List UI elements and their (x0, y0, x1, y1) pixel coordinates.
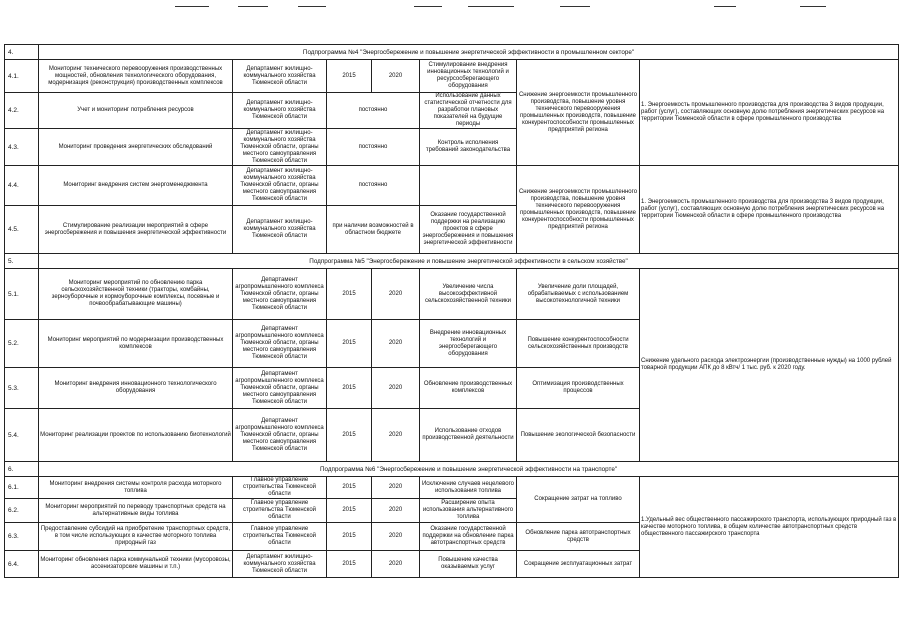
table-row (5, 477, 899, 499)
expected-result: Снижение энергоемкости промышленного производства, повышение уровня технического перевооружения промышленных производств, повышение конкурентоспособности промышленных предприятий региона (517, 60, 640, 166)
section-title: Подпрограмма №5 "Энергосбережение и повышение энергетической эффективности в сельском хозяйстве" (39, 254, 899, 269)
table-row (5, 166, 899, 206)
executor: Главное управление строительства Тюменской области (233, 477, 327, 499)
row-number: 4.2. (5, 93, 39, 129)
row-number: 5.1. (5, 269, 39, 320)
top-rule (560, 6, 590, 7)
activity-name: Стимулирование реализации мероприятий в сфере энергосбережения и повышения энергетической эффективности (39, 206, 233, 254)
executor: Департамент жилищно-коммунального хозяйства Тюменской области, органы местного самоуправления Тюменской области (233, 129, 327, 166)
section-number: 4. (5, 45, 39, 60)
row-number: 4.1. (5, 60, 39, 93)
table-row (5, 269, 899, 320)
expected-result: Обновление парка автотранспортных средств (517, 523, 640, 551)
period: постоянно (327, 166, 420, 206)
start-year: 2015 (327, 409, 372, 462)
executor: Главное управление строительства Тюменской области (233, 523, 327, 551)
end-year: 2020 (372, 60, 420, 93)
measure: Использование данных статистической отчетности для разработки плановых показателей на будущие периоды (420, 93, 517, 129)
expected-result: Снижение энергоемкости промышленного производства, повышение уровня технического перевооружения промышленных производств, повышение конкурентоспособности промышленных предприятий региона (517, 166, 640, 254)
target-indicator: Снижение удельного расхода электроэнергии (производственные нужды) на 1000 рублей товарной продукции АПК до 8 кВтч/ 1 тыс. руб. к 2020 году. (640, 269, 899, 462)
row-number: 4.3. (5, 129, 39, 166)
measure: Стимулирование внедрения инновационных технологий и ресурсосберегающего оборудования (420, 60, 517, 93)
top-rule (468, 6, 514, 7)
expected-result: Повышение экологической безопасности (517, 409, 640, 462)
expected-result: Оптимизация производственных процессов (517, 368, 640, 409)
top-rule (714, 6, 736, 7)
row-number: 5.3. (5, 368, 39, 409)
top-rule (238, 6, 268, 7)
target-indicator: 1. Энергоемкость промышленного производства для производства 3 видов продукции, работ (услуг), составляющих основную долю потребления энергетических ресурсов на территории Тюменской области в сфере промышленного производства (640, 60, 899, 166)
top-rule (414, 6, 442, 7)
measure: Обновление производственных комплексов (420, 368, 517, 409)
row-number: 4.4. (5, 166, 39, 206)
activity-name: Мониторинг реализации проектов по использованию биотехнологий (39, 409, 233, 462)
end-year: 2020 (372, 368, 420, 409)
top-rule (800, 6, 826, 7)
start-year: 2015 (327, 368, 372, 409)
activity-name: Предоставление субсидий на приобретение транспортных средств, в том числе использующих в качестве моторного топлива природный газ (39, 523, 233, 551)
target-indicator: 1. Энергоемкость промышленного производства для производства 3 видов продукции, работ (услуг), составляющих основную долю потребления энергетических ресурсов на территории Тюменской области в сфере промышленного производства (640, 166, 899, 254)
activity-name: Мониторинг обновления парка коммунальной техники (мусоровозы, ассенизаторские машины и т.п.) (39, 551, 233, 578)
measure: Оказание государственной поддержки на обновление парка автотранспортных средств (420, 523, 517, 551)
section-number: 6. (5, 462, 39, 477)
expected-result: Сокращение затрат на топливо (517, 477, 640, 523)
end-year: 2020 (372, 499, 420, 523)
expected-result: Повышение конкурентоспособности сельскохозяйственных производств (517, 320, 640, 368)
measure: Расширение опыта использования альтернативного топлива (420, 499, 517, 523)
measure: Повышение качества оказываемых услуг (420, 551, 517, 578)
activity-name: Мониторинг мероприятий по модернизации производственных комплексов (39, 320, 233, 368)
end-year: 2020 (372, 269, 420, 320)
period: при наличии возможностей в областном бюджете (327, 206, 420, 254)
row-number: 6.4. (5, 551, 39, 578)
row-number: 6.1. (5, 477, 39, 499)
measure: Увеличение числа высокоэффективной сельскохозяйственной техники (420, 269, 517, 320)
row-number: 6.2. (5, 499, 39, 523)
measure: Использование отходов производственной деятельности (420, 409, 517, 462)
end-year: 2020 (372, 477, 420, 499)
row-number: 4.5. (5, 206, 39, 254)
row-number: 5.4. (5, 409, 39, 462)
start-year: 2015 (327, 523, 372, 551)
start-year: 2015 (327, 269, 372, 320)
executor: Департамент жилищно-коммунального хозяйства Тюменской области (233, 206, 327, 254)
activity-name: Мониторинг внедрения системы контроля расхода моторного топлива (39, 477, 233, 499)
executor: Департамент агропромышленного комплекса Тюменской области, органы местного самоуправления Тюменской области (233, 269, 327, 320)
measure: Внедрение инновационных технологий и энергосберегающего оборудования (420, 320, 517, 368)
section-title: Подпрограмма №6 "Энергосбережение и повышение энергетической эффективности на транспорте" (39, 462, 899, 477)
period: постоянно (327, 93, 420, 129)
activity-name: Учет и мониторинг потребления ресурсов (39, 93, 233, 129)
activity-name: Мониторинг технического перевооружения производственных мощностей, обновления технологического оборудования, модернизация (реконструкция) производственных комплексов (39, 60, 233, 93)
executor: Департамент жилищно-коммунального хозяйства Тюменской области (233, 60, 327, 93)
measure: Контроль исполнения требований законодательства (420, 129, 517, 166)
executor: Департамент агропромышленного комплекса Тюменской области, органы местного самоуправления Тюменской области (233, 320, 327, 368)
start-year: 2015 (327, 60, 372, 93)
end-year: 2020 (372, 523, 420, 551)
executor: Департамент агропромышленного комплекса Тюменской области, органы местного самоуправления Тюменской области (233, 409, 327, 462)
section-title: Подпрограмма №4 "Энергосбережение и повышение энергетической эффективности в промышленном секторе" (39, 45, 899, 60)
end-year: 2020 (372, 551, 420, 578)
section-number: 5. (5, 254, 39, 269)
program-table (4, 44, 899, 578)
section-header (5, 462, 899, 477)
activity-name: Мониторинг мероприятий по обновлению парка сельскохозяйственной техники (тракторы, комбайны, зерноуборочные и кормоуборочные комплексы, посевные и почвообрабатывающие машины) (39, 269, 233, 320)
row-number: 6.3. (5, 523, 39, 551)
top-rule (298, 6, 326, 7)
period: постоянно (327, 129, 420, 166)
section-header (5, 254, 899, 269)
end-year: 2020 (372, 409, 420, 462)
executor: Департамент жилищно-коммунального хозяйства Тюменской области (233, 93, 327, 129)
target-indicator: 1.Удельный вес общественного пассажирского транспорта, использующих природный газ в качестве моторного топлива, в общем количестве автотранспортных средств общественного пассажирского транспорта (640, 477, 899, 578)
activity-name: Мониторинг мероприятий по переводу транспортных средств на альтернативные виды топлива (39, 499, 233, 523)
expected-result: Увеличение доли площадей, обрабатываемых с использованием высокотехнологичной техники (517, 269, 640, 320)
activity-name: Мониторинг проведения энергетических обследований (39, 129, 233, 166)
executor: Главное управление строительства Тюменской области (233, 499, 327, 523)
start-year: 2015 (327, 320, 372, 368)
measure: Исключение случаев нецелевого использования топлива (420, 477, 517, 499)
end-year: 2020 (372, 320, 420, 368)
start-year: 2015 (327, 499, 372, 523)
measure: Оказание государственной поддержки на реализацию проектов в сфере энергосбережения и повышения энергетической эффективности (420, 206, 517, 254)
table-row (5, 60, 899, 93)
activity-name: Мониторинг внедрения инновационного технологического оборудования (39, 368, 233, 409)
start-year: 2015 (327, 477, 372, 499)
measure (420, 166, 517, 206)
start-year: 2015 (327, 551, 372, 578)
executor: Департамент жилищно-коммунального хозяйства Тюменской области, органы местного самоуправления Тюменской области (233, 166, 327, 206)
row-number: 5.2. (5, 320, 39, 368)
activity-name: Мониторинг внедрения систем энергоменеджмента (39, 166, 233, 206)
executor: Департамент агропромышленного комплекса Тюменской области, органы местного самоуправления Тюменской области (233, 368, 327, 409)
top-rule (175, 6, 209, 7)
executor: Департамент жилищно-коммунального хозяйства Тюменской области (233, 551, 327, 578)
section-header (5, 45, 899, 60)
expected-result: Сокращение эксплуатационных затрат (517, 551, 640, 578)
